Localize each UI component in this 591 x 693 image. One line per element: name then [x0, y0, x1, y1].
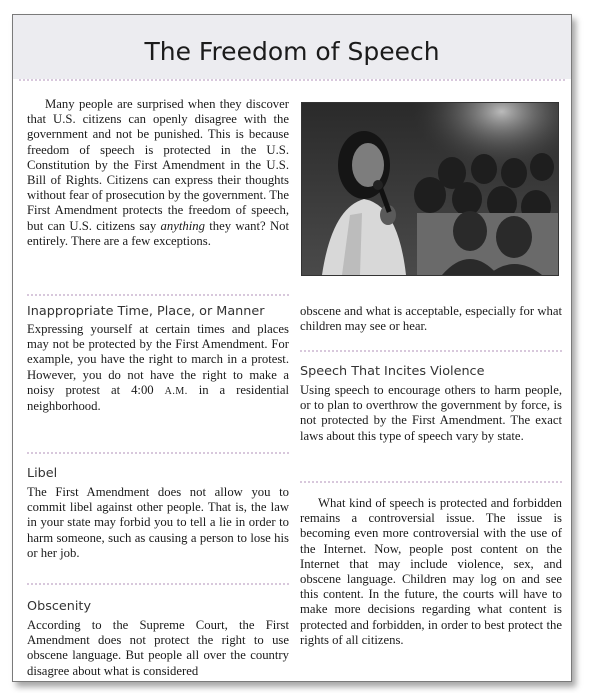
conclusion-paragraph: What kind of speech is protected and forbidden remains a controversial issue. The issue is becoming even more controversial with the use of the Internet. Now, people post content on the Internet that may include violence, sex, and obscene language. Children may log on and see this content. In the future, the courts will have to make more decisions regarding what content is protected and forbidden, in order to best protect the rights of all citizens.: [300, 496, 562, 647]
page-title: The Freedom of Speech: [144, 37, 440, 66]
section-divider: [27, 583, 289, 585]
libel-paragraph: The First Amendment does not allow you to commit libel against other people. That is, the law in your state may forbid you to tell a lie in order to harm someone, such as causing a person to lose his or her job.: [27, 485, 289, 560]
intro-paragraph: Many people are surprised when they discover that U.S. citizens can openly disagree with the government and not be punished. This is because freedom of speech is protected in the U.S. Constitution by the First Amendment in the U.S. Bill of Rights. Citizens can express their thoughts without fear of prosecution by the government. The First Amendment protects the freedom of speech, but can U.S. citizens say anything they want? Not entirely. There are a few exceptions.: [27, 97, 289, 248]
section-divider: [27, 294, 289, 296]
obscenity-paragraph: According to the Supreme Court, the First Amendment does not protect the right to use obscene language. But people all over the country disagree about what is considered: [27, 618, 289, 678]
worksheet-page: [12, 14, 572, 682]
classroom-photo-image: [302, 103, 558, 275]
section-divider: [300, 481, 562, 483]
classroom-photo: [301, 102, 559, 276]
section-divider: [300, 350, 562, 352]
violence-paragraph: Using speech to encourage others to harm people, or to plan to overthrow the government by force, is not protected by the First Amendment. The exact laws about this type of speech vary by state.: [300, 383, 562, 443]
heading-violence: Speech That Incites Violence: [300, 364, 485, 379]
header-divider: [19, 79, 565, 81]
time-place-paragraph: Expressing yourself at certain times and places may not be protected by the First Amendment. For example, you have the right to march in a protest. However, you do not have the right to make a noisy protest at 4:00 A.M. in a residential neighborhood.: [27, 322, 289, 414]
heading-time-place: Inappropriate Time, Place, or Manner: [27, 304, 265, 319]
heading-libel: Libel: [27, 466, 58, 481]
section-divider: [27, 452, 289, 454]
title-bar: [13, 15, 571, 79]
obscenity-continued-paragraph: obscene and what is acceptable, especially for what children may see or hear.: [300, 304, 562, 334]
heading-obscenity: Obscenity: [27, 599, 92, 614]
